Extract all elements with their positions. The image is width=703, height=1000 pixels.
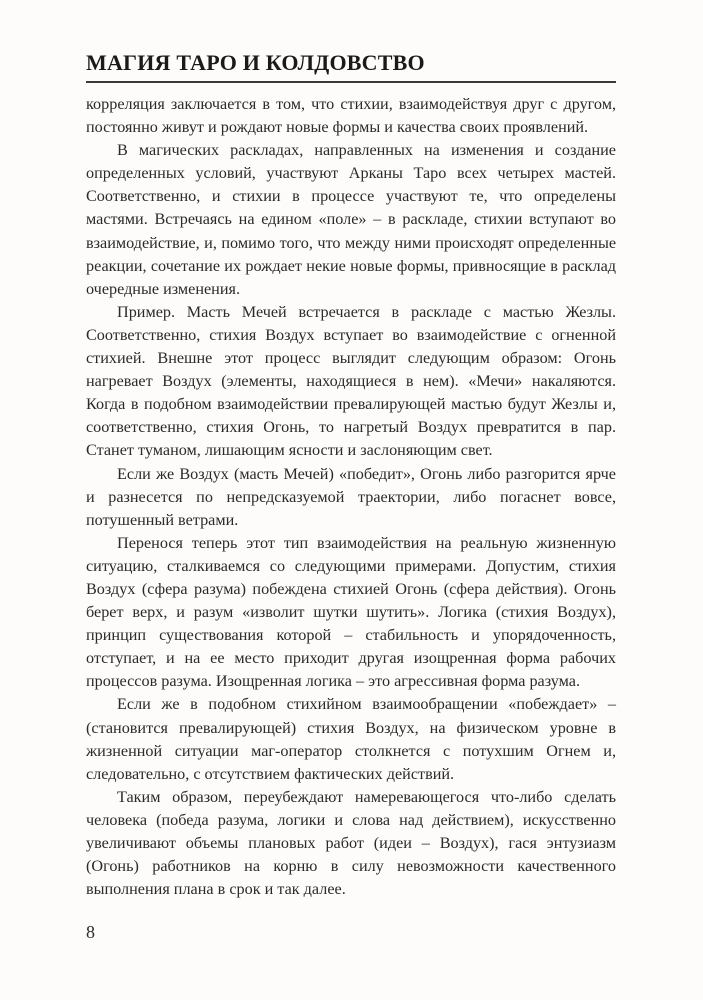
paragraph: Таким образом, переубеждают намеревающегося что-либо сделать человека (победа разума, логики и слова над действием), искусственно увеличивают объемы плановых работ (идеи – Воздух), гася энтузиазм (Огонь) работников на корню в силу невозможности качественного выполнения плана в срок и так далее. xyxy=(86,787,616,899)
paragraph: Если же Воздух (масть Мечей) «победит», Огонь либо разгорится ярче и разнесется по непредсказуемой траектории, либо погаснет вовсе, потушенный ветрами. xyxy=(86,464,616,529)
paragraph: Пример. Масть Мечей встречается в раскладе с мастью Жезлы. Соответственно, стихия Воздух вступает во взаимодействие с огненной стихией. Внешне этот процесс выглядит следующим образом: Огонь нагревает Воздух (элементы, находящиеся в нем). «Мечи» накаляются. Когда в подобном взаимодействии превалирующей мастью будут Жезлы и, соответственно, стихия Огонь, то нагретый Воздух превратится в пар. Станет туманом, лишающим ясности и заслоняющим свет. xyxy=(86,302,616,460)
paragraph: В магических раскладах, направленных на изменения и создание определенных условий, участвуют Арканы Таро всех четырех мастей. Соответственно, и стихии в процессе участвуют те, что определены мастями. Встречаясь на едином «поле» – в раскладе, стихии вступают во взаимодействие, и, помимо того, что между ними происходят определенные реакции, сочетание их рождает некие новые формы, привносящие в расклад очередные изменения. xyxy=(86,141,616,298)
paragraph-continuation: корреляция заключается в том, что стихии, взаимодействуя друг с другом, постоянно живут и рождают новые формы и качества своих проявлений. xyxy=(86,95,616,137)
book-title: МАГИЯ ТАРО И КОЛДОВСТВО xyxy=(86,50,425,75)
paragraph: Перенося теперь этот тип взаимодействия на реальную жизненную ситуацию, сталкиваемся со следующими примерами. Допустим, стихия Воздух (сфера разума) побеждена стихией Огонь (сфера действия). Огонь берет верх, и разум «изволит шутки шутить». Логика (стихия Воздух), принцип существования которой – стабильность и упорядоченность, отступает, и на ее место приходит другая изощренная форма рабочих процессов разума. Изощренная логика – это агрессивная форма разума. xyxy=(86,533,616,691)
paragraph: Если же в подобном стихийном взаимообращении «побеждает» – (становится превалирующей) стихия Воздух, на физическом уровне в жизненной ситуации маг-оператор столкнется с потухшим Огнем и, следовательно, с отсутствием фактических действий. xyxy=(86,695,616,783)
running-header xyxy=(86,50,616,83)
page-body xyxy=(86,93,616,901)
page-number: 8 xyxy=(86,922,95,942)
header-rule xyxy=(86,81,616,83)
